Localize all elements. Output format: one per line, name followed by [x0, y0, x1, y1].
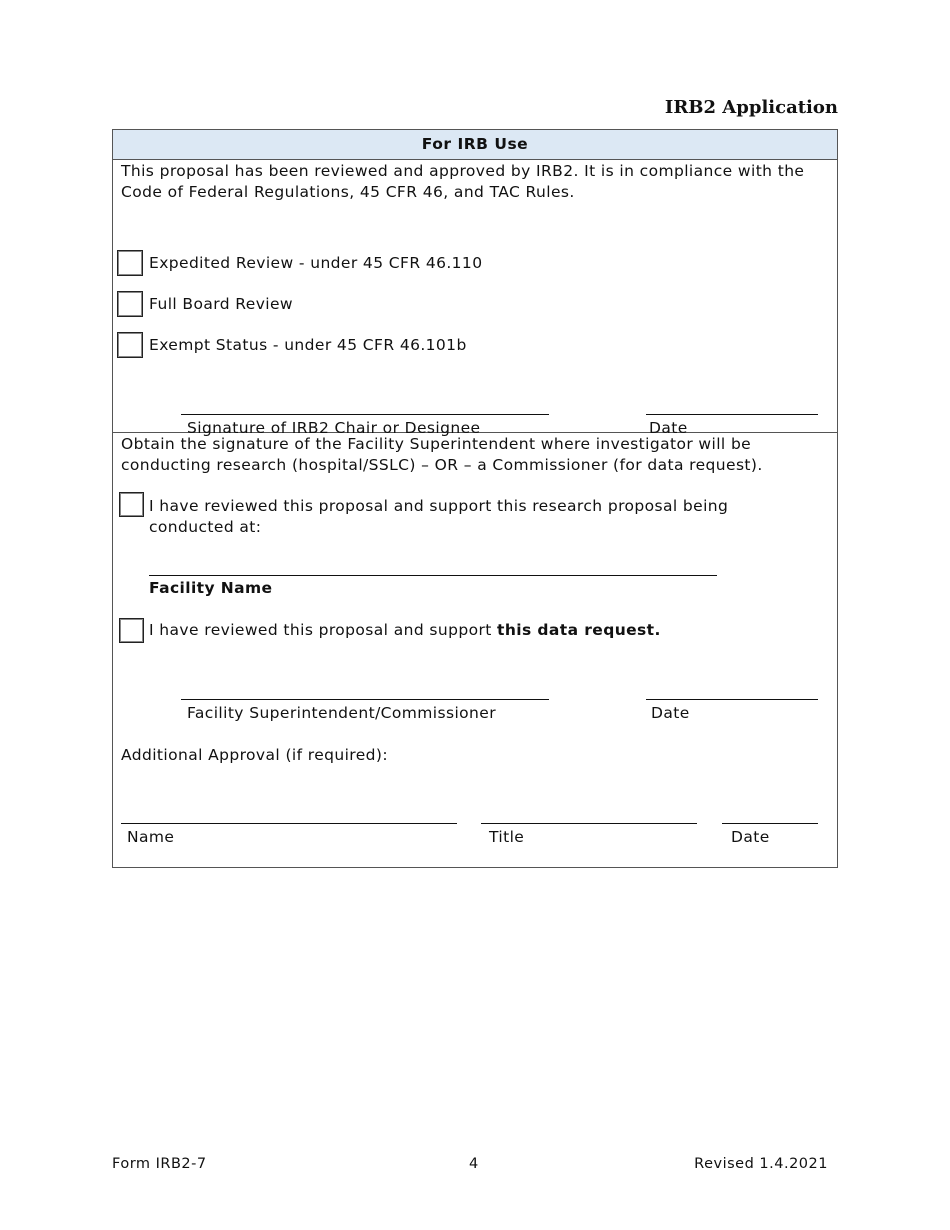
additional-title-line[interactable]	[481, 823, 697, 824]
superintendent-signature-line[interactable]	[181, 699, 549, 700]
support-data-bold: this data request.	[497, 621, 661, 639]
exempt-status-checkbox[interactable]	[117, 332, 143, 358]
superintendent-date-line[interactable]	[646, 699, 818, 700]
irb-date-line[interactable]	[646, 414, 818, 415]
additional-name-label: Name	[127, 828, 175, 846]
support-data-request-checkbox[interactable]	[119, 618, 144, 643]
additional-date-line[interactable]	[722, 823, 818, 824]
additional-name-line[interactable]	[121, 823, 457, 824]
support-research-label: I have reviewed this proposal and support this research proposal being conducted at:	[149, 497, 729, 536]
facility-section	[113, 433, 837, 867]
irb-date-label: Date	[649, 419, 688, 437]
facility-name-line[interactable]	[149, 575, 717, 576]
footer-page-number: 4	[469, 1156, 479, 1172]
exempt-status-label: Exempt Status - under 45 CFR 46.101b	[149, 336, 467, 354]
additional-date-label: Date	[731, 828, 770, 846]
full-board-review-checkbox[interactable]	[117, 291, 143, 317]
additional-approval-label: Additional Approval (if required):	[121, 746, 388, 764]
facility-name-label: Facility Name	[149, 579, 273, 597]
additional-title-label: Title	[489, 828, 525, 846]
superintendent-date-label: Date	[651, 704, 690, 722]
approval-intro: This proposal has been reviewed and approved by IRB2. It is in compliance with the Code of Federal Regulations, 45 CFR 46, and TAC Rules.	[121, 162, 805, 201]
expedited-review-label: Expedited Review - under 45 CFR 46.110	[149, 254, 483, 272]
irb-chair-signature-label: Signature of IRB2 Chair or Designee	[187, 419, 481, 437]
footer-form-id: Form IRB2-7	[112, 1156, 207, 1172]
facility-intro: Obtain the signature of the Facility Superintendent where investigator will be conducting research (hospital/SSLC) – OR – a Commissioner (for data request).	[121, 435, 763, 474]
document-title: IRB2 Application	[664, 97, 838, 118]
footer-revised: Revised 1.4.2021	[694, 1156, 828, 1172]
irb-chair-signature-line[interactable]	[181, 414, 549, 415]
support-research-checkbox[interactable]	[119, 492, 144, 517]
full-board-review-label: Full Board Review	[149, 295, 294, 313]
support-data-request-label	[149, 621, 661, 639]
irb-use-table	[112, 129, 838, 868]
support-data-prefix: I have reviewed this proposal and support	[149, 621, 498, 639]
table-header: For IRB Use	[113, 130, 837, 160]
superintendent-label: Facility Superintendent/Commissioner	[187, 704, 496, 722]
approval-section	[113, 160, 837, 437]
expedited-review-checkbox[interactable]	[117, 250, 143, 276]
